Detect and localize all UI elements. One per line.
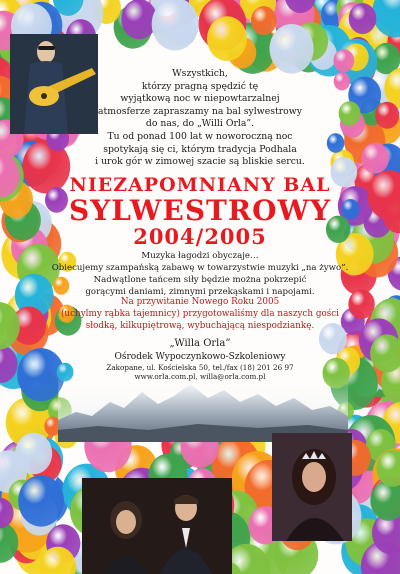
balloon — [207, 16, 247, 61]
intro-line: spotykają się ci, którym tradycja Podhala — [103, 143, 297, 155]
music-line: Nadwątlone tańcem siły będzie można pokrzepić — [93, 275, 307, 285]
intro-line: i urok gór w zimowej szacie są bliskie sercu. — [95, 156, 305, 168]
invitation-intro — [40, 68, 360, 169]
new-year-line: Na przywitanie Nowego Roku 2005 — [120, 297, 280, 307]
intro-line: atmosferze zapraszamy na bal sylwestrowy — [98, 105, 302, 117]
music-line: gorącymi daniami, zimnymi przekąskami i napojami. — [85, 287, 315, 297]
intro-line: Wszystkich, — [172, 68, 228, 79]
balloon — [375, 102, 399, 129]
balloon — [270, 24, 314, 74]
balloon — [349, 3, 377, 34]
music-paragraph — [40, 250, 360, 298]
balloon — [18, 475, 64, 526]
venue-type: Ośrodek Wypoczynkowo-Szkoleniowy — [114, 351, 286, 362]
photo-woman-with-tiara — [272, 433, 352, 541]
venue-address: Zakopane, ul. Kościelska 50, tel./fax (18) 201 26 97 — [106, 363, 294, 372]
new-year-paragraph — [40, 296, 360, 332]
balloon — [251, 6, 277, 35]
intro-line: do nas, do „Willi Orla”. — [145, 118, 255, 130]
intro-line: którzy pragną spędzić tę — [141, 80, 259, 92]
intro-line: Tu od ponad 100 lat w noworoczną noc — [107, 130, 293, 142]
venue-name: „Willa Orla” — [169, 338, 231, 349]
event-title — [40, 176, 360, 247]
new-year-line: słodką, kilkupiętrową, wybuchającą niespodziankę. — [85, 321, 315, 331]
title-line-1: NIEZAPOMNIANY BAL — [69, 174, 331, 196]
new-year-line: (uchylmy rąbka tajemnicy) przygotowaliśmy dla naszych gości — [61, 309, 339, 319]
venue-info — [40, 338, 360, 381]
balloon — [152, 0, 199, 51]
balloon — [361, 143, 389, 174]
music-line: Muzyka łagodzi obyczaje… — [141, 251, 259, 261]
title-line-2: SYLWESTROWY — [69, 194, 331, 227]
photo-couple — [82, 478, 232, 574]
balloon — [121, 0, 157, 39]
title-year: 2004/2005 — [133, 224, 267, 249]
intro-line: wyjątkową noc w niepowtarzalnej — [120, 93, 280, 105]
music-line: Obiecujemy szampańską zabawę w towarzystwie muzyki „na żywo”. — [51, 263, 349, 273]
